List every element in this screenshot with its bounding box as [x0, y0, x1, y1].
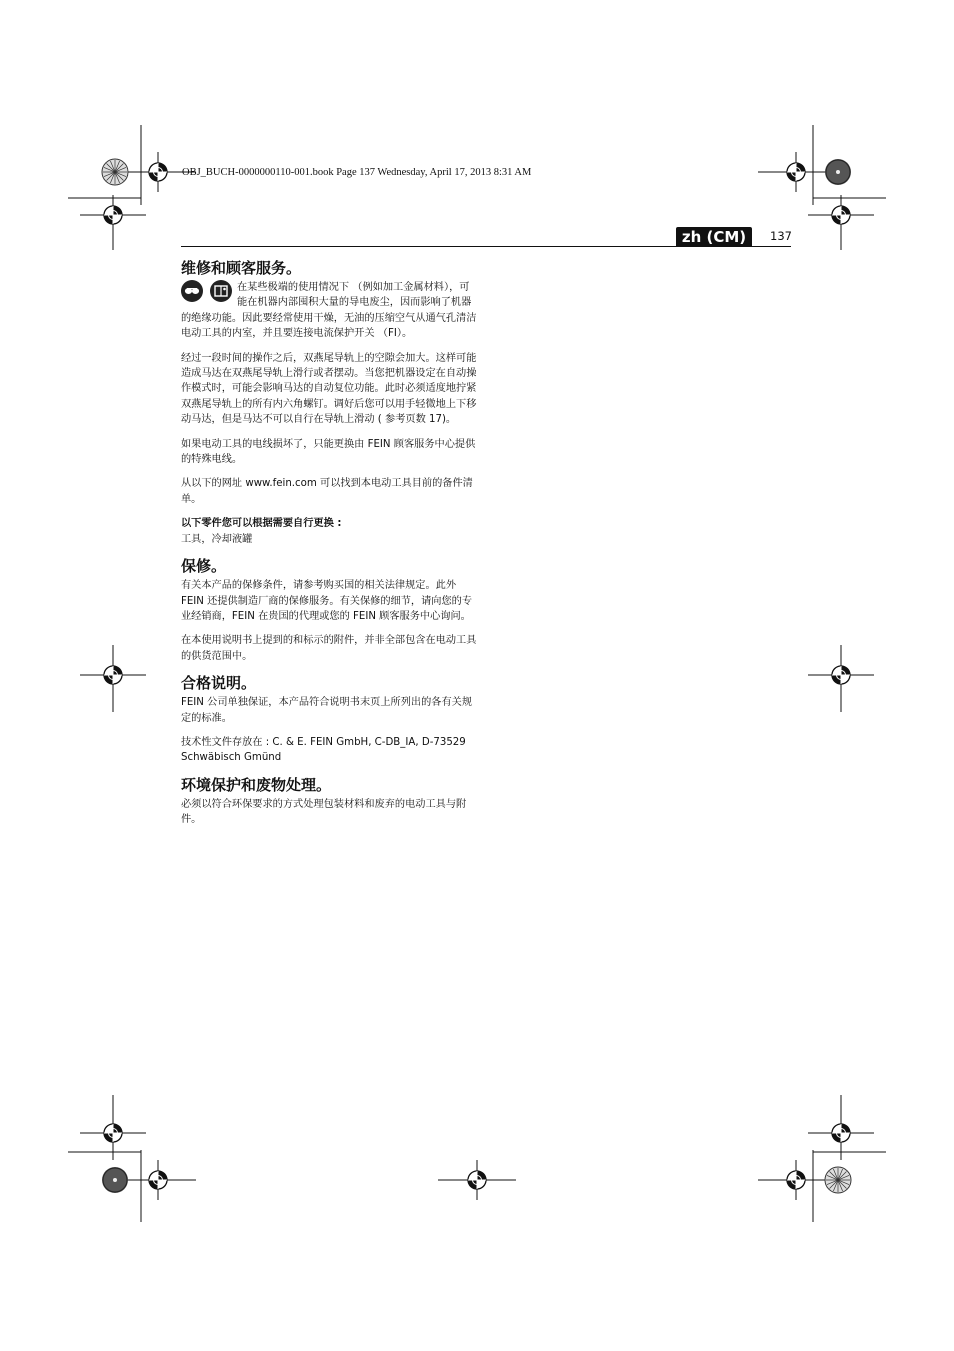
section-title-conformity: 合格说明。	[181, 674, 257, 693]
page-number: 137	[770, 229, 792, 243]
main-content	[181, 258, 479, 837]
section-title-environment: 环境保护和废物处理。	[181, 775, 332, 794]
section-conformity	[181, 673, 479, 766]
section-warranty	[181, 556, 479, 664]
maintenance-paragraph-4: 从以下的网址 www.fein.com 可以找到本电动工具目前的备件清单。	[181, 478, 473, 505]
goggles-icon	[181, 280, 203, 302]
conformity-paragraph-1: FEIN 公司单独保证，本产品符合说明书末页上所列出的各有关规定的标准。	[181, 697, 473, 724]
conformity-paragraph-2: 技术性文件存放在 : C. & E. FEIN GmbH, C-DB_IA, D-73529 Schwäbisch Gmünd	[181, 736, 466, 764]
print-slug: OBJ_BUCH-0000000110-001.book Page 137 Wednesday, April 17, 2013 8:31 AM	[182, 167, 532, 178]
maintenance-paragraph-1: 在某些极端的使用情况下 （例如加工金属材料），可能在机器内部囤积大量的导电废尘，因而影响了机器的绝缘功能。因此要经常使用干燥，无油的压缩空气从通气孔清洁电动工具的内室，并且要连接电流保护开关 （FI）。	[181, 282, 477, 340]
section-title-maintenance: 维修和顾客服务。	[181, 259, 302, 277]
warranty-paragraph-2: 在本使用说明书上提到的和标示的附件，并非全部包含在电动工具的供货范围中。	[181, 635, 477, 662]
language-badge: zh (CM)	[676, 227, 752, 247]
maintenance-paragraph-3: 如果电动工具的电线损坏了，只能更换由 FEIN 顾客服务中心提供的特殊电线。	[181, 438, 476, 466]
safety-icons	[181, 280, 235, 306]
section-environment	[181, 775, 479, 828]
warranty-paragraph-1: 有关本产品的保修条件，请参考购买国的相关法律规定。此外 FEIN 还提供制造厂商的保修服务。有关保修的细节，请向您的专业经销商，FEIN 在贵国的代理或您的 FEIN 顾客服务中心询问。	[181, 580, 473, 622]
maintenance-paragraph-2: 经过一段时间的操作之后，双燕尾导轨上的空隙会加大。这样可能造成马达在双燕尾导轨上滑行或者摆动。当您把机器设定在自动操作模式时，可能会影响马达的自动复位功能。此时必须适度地拧紧双燕尾导轨上的所有内六角螺钉。调好后您可以用手轻微地上下移动马达，但是马达不可以自行在导轨上滑动 ( 参考页数 17)。	[181, 352, 477, 426]
environment-paragraph-1: 必须以符合环保要求的方式处理包装材料和废弃的电动工具与附件。	[181, 798, 467, 826]
maintenance-replaceable-heading: 以下零件您可以根据需要自行更换 :	[181, 518, 342, 530]
section-title-warranty: 保修。	[181, 557, 227, 576]
section-maintenance	[181, 258, 479, 547]
header-rule	[181, 246, 791, 247]
maintenance-replaceable-parts: 工具，冷却液罐	[181, 533, 253, 545]
read-manual-icon	[210, 280, 232, 302]
